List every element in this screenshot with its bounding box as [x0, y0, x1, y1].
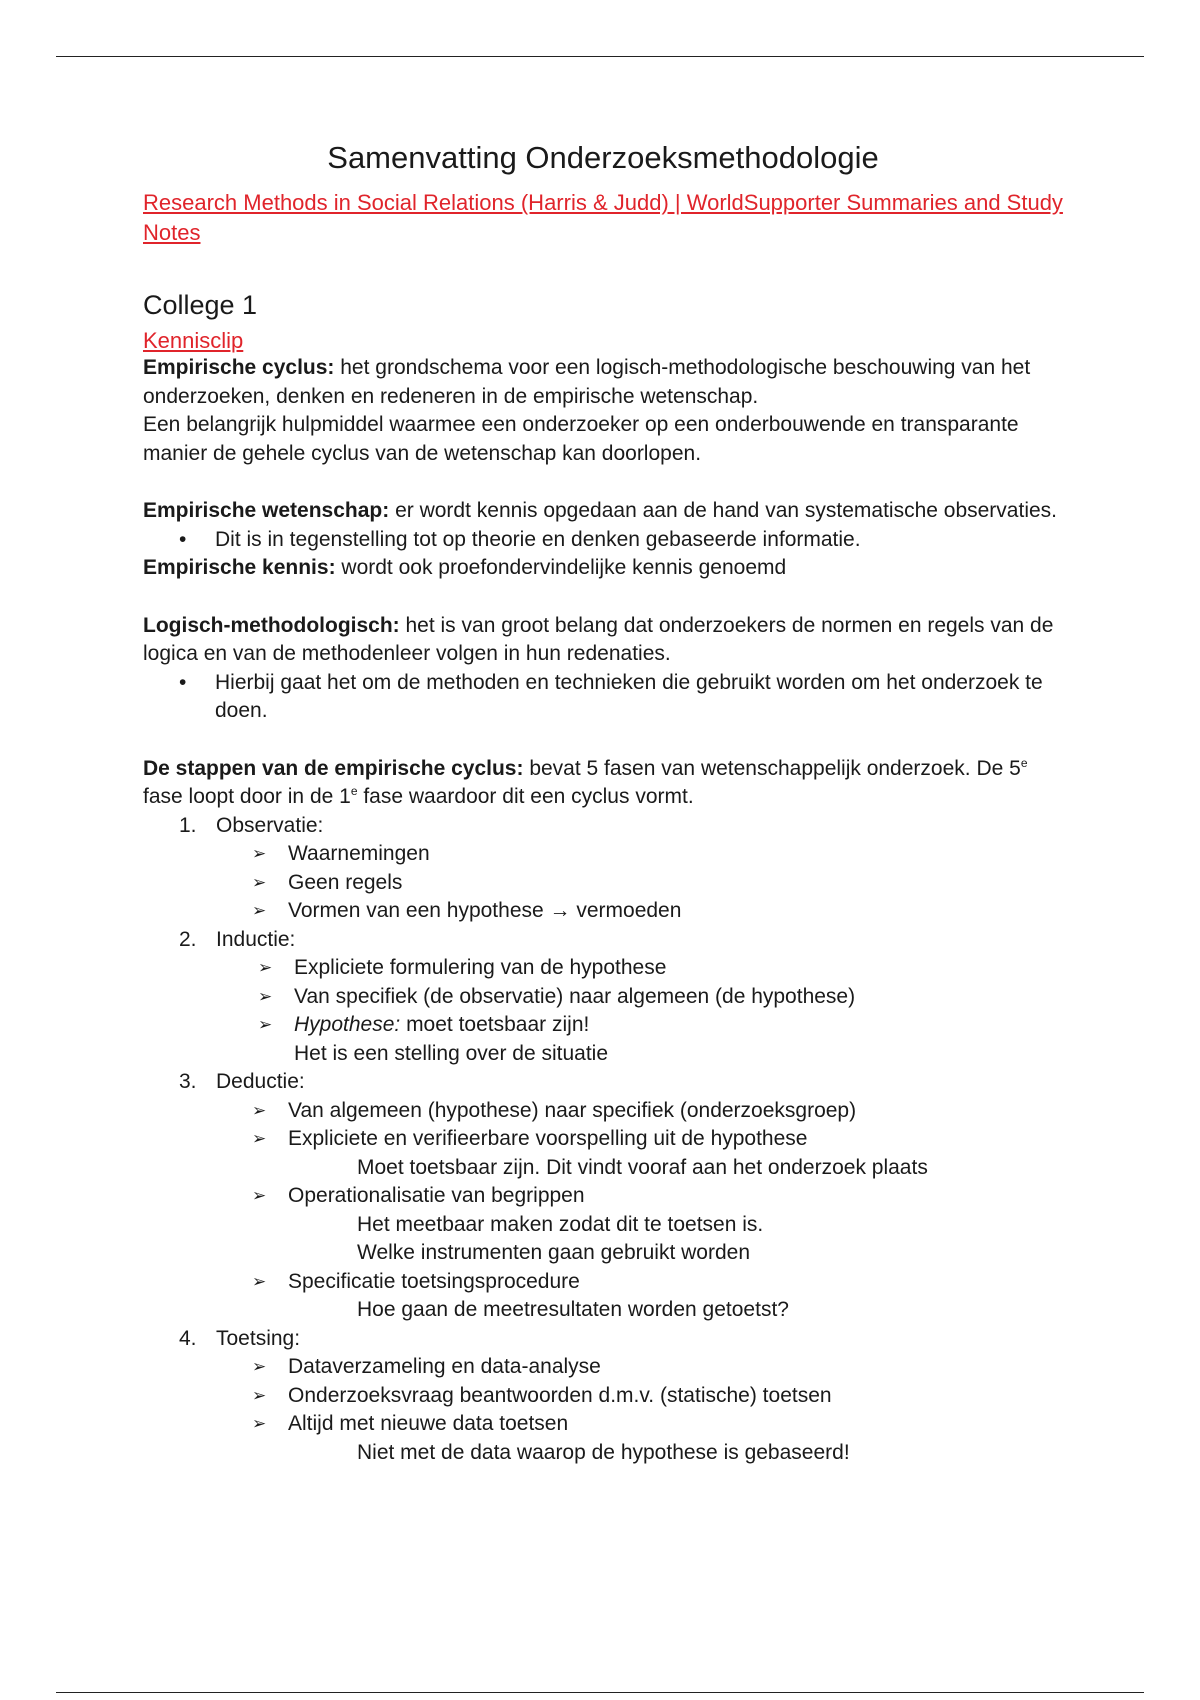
step-label: Observatie:	[216, 813, 324, 837]
arrow-bullet-icon: ➢	[252, 1186, 267, 1205]
arrow-bullet-icon: ➢	[252, 1100, 267, 1120]
term-logisch-methodologisch: Logisch-methodologisch:	[143, 613, 400, 637]
sub-note: Welke instrumenten gaan gebruikt worden	[357, 1241, 751, 1264]
arrow-item-text: Geen regels	[288, 870, 403, 894]
step-label: Toetsing:	[216, 1326, 301, 1350]
definition-text: fase loopt door in de 1	[143, 785, 351, 808]
bullet-item: • Dit is in tegenstelling tot op theorie en denken gebaseerde informatie.	[179, 526, 1063, 555]
source-link[interactable]: Research Methods in Social Relations (Harris & Judd) | WorldSupporter Summaries and Study Notes	[143, 190, 1063, 245]
paragraph-logisch-methodologisch	[143, 612, 1063, 669]
term-stappen: De stappen van de empirische cyclus:	[143, 756, 524, 780]
sub-note: Het meetbaar maken zodat dit te toetsen is.	[357, 1212, 764, 1236]
arrow-item	[252, 1353, 1063, 1382]
arrow-bullet-icon: ➢	[252, 1414, 267, 1433]
paragraph-empirische-cyclus	[143, 354, 1063, 411]
arrow-item-text: Operationalisatie van begrippen	[288, 1184, 585, 1207]
arrow-item	[258, 983, 1063, 1012]
arrow-list	[216, 1097, 1063, 1325]
arrow-item-text: moet toetsbaar zijn!	[400, 1013, 590, 1036]
continuation-text: Het is een stelling over de situatie	[294, 1041, 609, 1065]
arrow-bullet-icon: ➢	[252, 901, 267, 920]
arrow-item-text: Onderzoeksvraag beantwoorden d.m.v. (statische) toetsen	[288, 1383, 832, 1407]
steps-list	[143, 812, 1063, 1468]
arrow-item-text: Expliciete en verifieerbare voorspelling uit de hypothese	[288, 1127, 808, 1150]
italic-term: Hypothese:	[294, 1013, 401, 1036]
definition-text: er wordt kennis opgedaan aan de hand van systematische observaties.	[389, 499, 1057, 522]
arrow-item	[252, 869, 1063, 898]
arrow-item	[252, 1410, 1063, 1467]
arrow-item-text: Specificatie toetsingsprocedure	[288, 1269, 580, 1293]
definition-text: wordt ook proefondervindelijke kennis genoemd	[335, 556, 787, 579]
spacer	[143, 726, 1063, 755]
arrow-item-text: Van algemeen (hypothese) naar specifiek (onderzoeksgroep)	[288, 1098, 857, 1122]
step-item	[143, 812, 1063, 926]
paragraph-empirische-wetenschap	[143, 497, 1063, 526]
arrow-item	[252, 1125, 1063, 1182]
source-link-wrapper	[143, 188, 1063, 248]
step-number: 1.	[179, 813, 197, 837]
document-title: Samenvatting Onderzoeksmethodologie	[327, 140, 879, 175]
term-empirische-wetenschap: Empirische wetenschap:	[143, 499, 390, 522]
arrow-item	[252, 1097, 1063, 1126]
paragraph-empirische-kennis	[143, 554, 1063, 583]
arrow-bullet-icon: ➢	[252, 1271, 267, 1291]
step-label: Inductie:	[216, 927, 296, 951]
arrow-item-text: Waarnemingen	[288, 842, 430, 865]
arrow-item-text: Van specifiek (de observatie) naar algemeen (de hypothese)	[294, 984, 856, 1008]
sub-note: Hoe gaan de meetresultaten worden getoetst?	[357, 1298, 789, 1321]
superscript: e	[1020, 755, 1028, 770]
bullet-list	[143, 669, 1063, 726]
arrow-item	[258, 954, 1063, 983]
step-number: 4.	[179, 1326, 197, 1350]
step-number: 3.	[179, 1070, 197, 1093]
definition-text: het is van groot belang dat onderzoekers de normen en regels van de logica en van de methodenleer volgen in hun redenaties.	[143, 613, 1054, 665]
term-empirische-kennis: Empirische kennis:	[143, 556, 336, 579]
definition-text: bevat 5 fasen van wetenschappelijk onderzoek. De 5	[523, 756, 1021, 780]
arrow-list	[216, 954, 1063, 1068]
step-item	[143, 926, 1063, 1069]
arrow-item-text: Expliciete formulering van de hypothese	[294, 956, 667, 979]
arrow-item-text: Vormen van een hypothese → vermoeden	[288, 899, 682, 922]
kennisclip-wrapper	[143, 328, 1063, 354]
step-label: Deductie:	[216, 1070, 305, 1093]
sub-note: Moet toetsbaar zijn. Dit vindt vooraf aan het onderzoek plaats	[357, 1155, 928, 1179]
section-heading: College 1	[143, 290, 258, 320]
arrow-item-text: Altijd met nieuwe data toetsen	[288, 1412, 569, 1435]
definition-text: fase waardoor dit een cyclus vormt.	[357, 785, 694, 808]
bottom-rule	[56, 1692, 1144, 1693]
arrow-list	[216, 840, 1063, 926]
arrow-item-text: Dataverzameling en data-analyse	[288, 1355, 601, 1378]
arrow-bullet-icon: ➢	[258, 986, 273, 1006]
document-page	[143, 138, 1063, 1467]
step-item	[143, 1068, 1063, 1325]
spacer	[143, 583, 1063, 612]
arrow-bullet-icon: ➢	[252, 1385, 267, 1405]
term-empirische-cyclus: Empirische cyclus:	[143, 356, 335, 379]
paragraph-hulpmiddel: Een belangrijk hulpmiddel waarmee een onderzoeker op een onderbouwende en transparante manier de gehele cyclus van de wetenschap kan doorlopen.	[143, 413, 1019, 465]
arrow-bullet-icon: ➢	[252, 872, 267, 892]
arrow-list	[216, 1353, 1063, 1467]
arrow-bullet-icon: ➢	[252, 844, 267, 863]
arrow-item	[252, 840, 1063, 869]
sub-note: Niet met de data waarop de hypothese is gebaseerd!	[357, 1440, 850, 1464]
kennisclip-link[interactable]: Kennisclip	[143, 328, 244, 353]
arrow-bullet-icon: ➢	[252, 1357, 267, 1376]
bullet-list	[143, 526, 1063, 555]
superscript: e	[350, 784, 358, 798]
arrow-bullet-icon: ➢	[252, 1129, 267, 1148]
arrow-item	[258, 1011, 1063, 1068]
step-number: 2.	[179, 927, 197, 951]
arrow-item	[252, 1382, 1063, 1411]
step-item	[143, 1325, 1063, 1468]
definition-text: het grondschema voor een logisch-methodologische beschouwing van het onderzoeken, denken en redeneren in de empirische wetenschap.	[143, 356, 1031, 408]
arrow-bullet-icon: ➢	[258, 1015, 273, 1034]
top-rule	[56, 56, 1144, 57]
arrow-item	[252, 897, 1063, 926]
spacer	[143, 468, 1063, 497]
arrow-item	[252, 1268, 1063, 1325]
arrow-item	[252, 1182, 1063, 1268]
paragraph-stappen	[143, 755, 1063, 812]
bullet-item: • Hierbij gaat het om de methoden en technieken die gebruikt worden om het onderzoek te doen.	[179, 669, 1063, 726]
arrow-bullet-icon: ➢	[258, 958, 273, 977]
